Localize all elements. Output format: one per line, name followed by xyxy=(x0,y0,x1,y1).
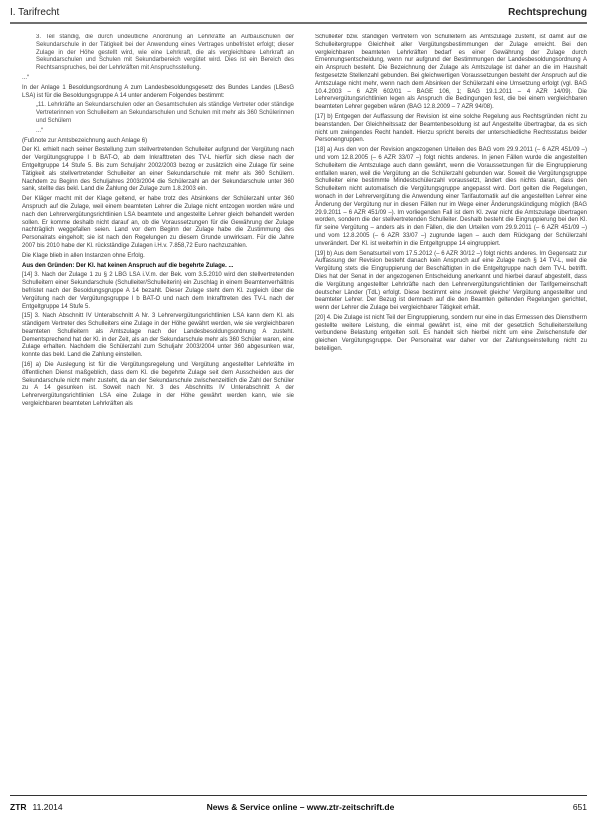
footer-divider xyxy=(10,795,587,796)
paragraph: Die Klage blieb in allen Instanzen ohne Erfolg. xyxy=(22,252,145,259)
header-divider xyxy=(10,22,587,24)
paragraph: [16] a) Die Auslegung ist für die Vergütungsregelung und Vergütung angestellter Lehrkräfte im öffentlichen Dienst maßgeblich, dass dem Kl. die begehrte Zulage seit dem Ausscheiden aus der Sekundarschule nicht mehr zusteht, da an der Sekundarschule zwischenzeitlich die Zahl der Schüler zu A 14 gesunken ist. Soweit nach Nr. 3 des Abschnitts IV Unterabschnitt A der Lehrervergütungsrichtlinien LSA eine Zulage in der Höhe gewährt werden kann, wie sie vergleichbaren beamteten Lehrkräften als xyxy=(22,362,294,408)
paragraph: [17] b) Entgegen der Auffassung der Revision ist eine solche Regelung aus Rechtsgründen nicht zu beanstanden. Der Gleichheitssatz der Beamtenbesoldung ist auf Angestellte übertragbar, da es sich nicht um zwingendes Recht handelt. Hierzu spricht bereits der unterschiedliche Rechtsstatus beider Personengruppen. xyxy=(315,113,587,144)
right-text-column xyxy=(315,34,587,769)
paragraph: In der Anlage 1 Besoldungsordnung A zum Landesbesoldungsgesetz des Bundes Landes (LBesG LSA) ist für die Besoldungsgruppe A 14 unter anderem Folgendes bestimmt: xyxy=(22,84,294,99)
paragraph: (Fußnote zur Amtsbezeichnung auch Anlage 6) xyxy=(22,137,148,144)
paragraph: „11. Lehrkräfte an Sekundarschulen oder an Gesamtschulen als ständige Vertreter oder ständige Vertreterinnen von Schulleitern an Sekundarschulen und Schulen mit mehr als 360 Schülerinnen und Schülern xyxy=(36,102,294,124)
journal-name: ZTR xyxy=(10,802,27,812)
paragraph: [19] b) Aus dem Senatsurteil vom 17.5.2012 (– 6 AZR 30/12 –) folgt nichts anderes. Im Gegensatz zur Auffassung der Revision besteht danach kein Anspruch auf eine Zulage nach § 14 TV-L, weil die Vergütung stets die Eingruppierung der Beschäftigten in die Entgeltgruppe nach dem TV-L betrifft. Dies hat der Senat in der angezogenen Entscheidung anerkannt und hierbei darauf abgestellt, dass die Vergütung angestellter Lehrkräfte nach den Lehrervergütungsrichtlinien der Tarifgemeinschaft deutscher Länder (TdL) erfolgt. Diese bestimmt eine ‚insoweit gleiche‘ Vergütung angestellter und beamteter Lehrer. Der Bezug ist demnach auf die den Beamten geltenden Regelungen gerichtet, wenn der Lehrer die Zulage bei vergleichbarer Tätigkeit erhält. xyxy=(315,250,587,312)
page-footer xyxy=(0,795,601,825)
paragraph: [15] 3. Nach Abschnitt IV Unterabschnitt A Nr. 3 Lehrervergütungsrichtlinien LSA kann dem Kl. als ständigem Vertreter des Schulleiters eine Zulage in der Höhe gewährt werden, wie sie vergleichbaren beamteten Schulleitern als Amtszulage nach der Landesbesoldungsordnung A zusteht. Dementsprechend hat der Kl. in der Zeit, als an der Sekundarschule mehr als 360 Schüler waren, eine Zulage erhalten. Nachdem die Schülerzahl zum Schuljahr 2003/2004 unter 360 abgesunken war, konnte das bekl. Land die Zahlung einstellen. xyxy=(22,313,294,359)
paragraph: ...“ xyxy=(36,127,43,134)
section-title-left: I. Tarifrecht xyxy=(10,7,60,18)
footer-website: News & Service online – www.ztr-zeitschrift.de xyxy=(206,802,395,812)
page-header xyxy=(0,0,601,36)
section-title-right: Rechtsprechung xyxy=(508,7,587,18)
paragraph: Schulleiter bzw. ständigen Vertretern von Schulleitern als Amtszulage zusteht, ist damit auf die Schulleitergruppe Gleichheit aller Vergütungsbestimmungen der Zulage erreicht. Bei den vergleichbaren beamteten Lehrkräften bedarf es einer Gewährung der Zulage durch Ernennungsentscheidung, wenn nur aufgrund der Bestimmungen der Landesbesoldungsordnung A ein Anspruch besteht. Die Bezeichnung der Zulage als Amtszulage ist daher an die im Haushalt festgesetzte Stellenzahl gebunden. Bei gleichwertigen Voraussetzungen besteht der Anspruch auf die Amtszulage nicht mehr, wenn nach dem Absinken der Schülerzahl eine Umsetzung erfolgt (vgl. BAG 10.4.2003 – 6 AZR 602/01 – BAGE 106, 1; BAG 19.1.2011 – 4 AZR 14/09). Die Lehrervergütungsrichtlinien legen als Anspruch die Bedingungen fest, die bei einem vergleichbaren beamteten Lehrer gegeben wären (BAG 12.8.2009 – 7 AZR 94/08). xyxy=(315,34,587,111)
paragraph: Der Kläger macht mit der Klage geltend, er habe trotz des Absinkens der Schülerzahl unter 360 Anspruch auf die Zulage, weil einem beamteten Lehrer die Zulage nicht entzogen worden wäre und nach den Lehrervergütungsrichtlinien LSA beamtete und angestellte Lehrer gleich behandelt werden sollen. Er komme deshalb nicht darauf an, ob die Voraussetzungen für die Gewährung der Zulage nachträglich weggefallen seien. Land vor dem Beginn der Zulage habe die Zustimmung des Personalrats eingeholt; sie ist nach den Regelungen zu diesem Grunde unwirksam. Für die Jahre 2007 bis 2010 habe der Kl. rückständige Zulagen i.H.v. 7.858,72 Euro nachzuzahlen. xyxy=(22,196,294,249)
paragraph: 3. Teil ständig, die durch undeutliche Anordnung an Lehrkräfte an Aufbauschulen der Sekundarschule in der Tätigkeit bei der Anwendung eines Vertrages unbefristet erfolgt; dieser Zulage in der Höhe gestellt wird, wie eine Lehrkraft, die als vergleichbare Lehrkraft an Sekundarschulen und Schulen mit Sekundarbereich vergütet wird. Dies ist ein Bereich des Rechtsanspruches, bei der Lehrkräften mit Anspruchsstellung. xyxy=(36,34,294,72)
paragraph: [20] 4. Die Zulage ist nicht Teil der Eingruppierung, sondern nur eine in das Ermessen des Dienstherrn gestellte weitere Leistung, die einmal gewährt ist, eine mit der gesetzlich Schulleiterstellung verbundene Belastung entgelten soll. Es handelt sich hierbei nicht um eine Zwischenstufe der gleichen Vergütungsgruppe. Der Personalrat war daher vor der Zahlungseinstellung nicht zu beteiligen. xyxy=(315,314,587,353)
issue-number: 11.2014 xyxy=(32,802,63,812)
page-number: 651 xyxy=(572,802,587,812)
paragraph: Der Kl. erhielt nach seiner Bestellung zum stellvertretenden Schulleiter aufgrund der Vergütung nach der Vergütungsgruppe I b BAT-O, ab dem Inkrafttreten des TV-L hierfür sich diese nach der Entgeltgruppe 14 Stufe 5. Bis zum Schuljahr 2002/2003 bezog er zusätzlich eine Zulage für seine Tätigkeit als stellvertretender Schulleiter an einer Sekundarschule mit mehr als 360 Schülern. Nachdem zu Beginn des Schuljahres 2003/2004 die Schülerzahl an der Sekundarschule unter 360 sank, stellte das bekl. Land die Zahlung der Zulage zum 1.8.2003 ein. xyxy=(22,147,294,193)
paragraph: [18] a) Aus den von der Revision angezogenen Urteilen des BAG vom 29.9.2011 (– 6 AZR 451/09 –) und vom 12.8.2005 (– 6 AZR 33/07 –) folgt nichts anderes. In jenen Fällen wurde die angestellten Schulleitern die Amtszulage auch dann gewährt, wenn die Voraussetzungen für die Eingruppierung entfallen waren, weil die Vergütung an die Schülerzahl gebunden war. Soweit die Vergütungsgruppe Schulleiter eine bestimmte Mindestschülerzahl voraussetzt, ändert dies nichts daran, dass den Schulleitern nicht automatisch die Vergütungsgruppe angepasst wird. Dort gelten die Regelungen, wonach in der Lehrervergütung die Anwendung einer Tarifautomatik auf die angestellten Lehrer eine Änderung der Vergütung nur in diesen Fällen nur im Wege einer Änderungskündigung möglich (BAG 29.9.2011 – 6 AZR 451/09 –). Im vorliegenden Fall ist dem Kl. zwar nicht die Amtszulage übertragen worden, sondern die der stellvertretenden Schulleiter. Deshalb besteht die Eingruppierung bei den Kl. für seine Vergütung – anders als in den Fällen, die den Urteilen vom 29.9.2011 (– 6 AZR 451/09 –) und vom 12.8.2005 (– 6 AZR 33/07 –) zugrunde lagen – auch dem Rückgang der Schülerzahl unverändert. Der Kl. ist weiterhin in die Entgeltgruppe 14 eingruppiert. xyxy=(315,147,587,247)
left-text-column xyxy=(22,34,294,769)
paragraph: [14] 3. Nach der Zulage 1 zu § 2 LBG LSA i.V.m. der Bek. vom 3.5.2010 wird den stellvertretenden Schulleitern einer Sekundarschule (Schulleiter/Schulleiterin) ein Zuschlag in einem Beamtenverhältnis befristet nach der Besoldungsgruppe A 14 bezahlt. Dieser Zulage steht dem Kl. zugleich über die Vergütung nach der Vergütungsgruppe I b BAT-O und nach dem Inkrafttreten des TV-L nach der Entgeltgruppe 14 Stufe 5. xyxy=(22,272,294,310)
paragraph: Aus den Gründen: Der Kl. hat keinen Anspruch auf die begehrte Zulage. ... xyxy=(22,262,234,269)
paragraph: ...“ xyxy=(22,74,29,81)
